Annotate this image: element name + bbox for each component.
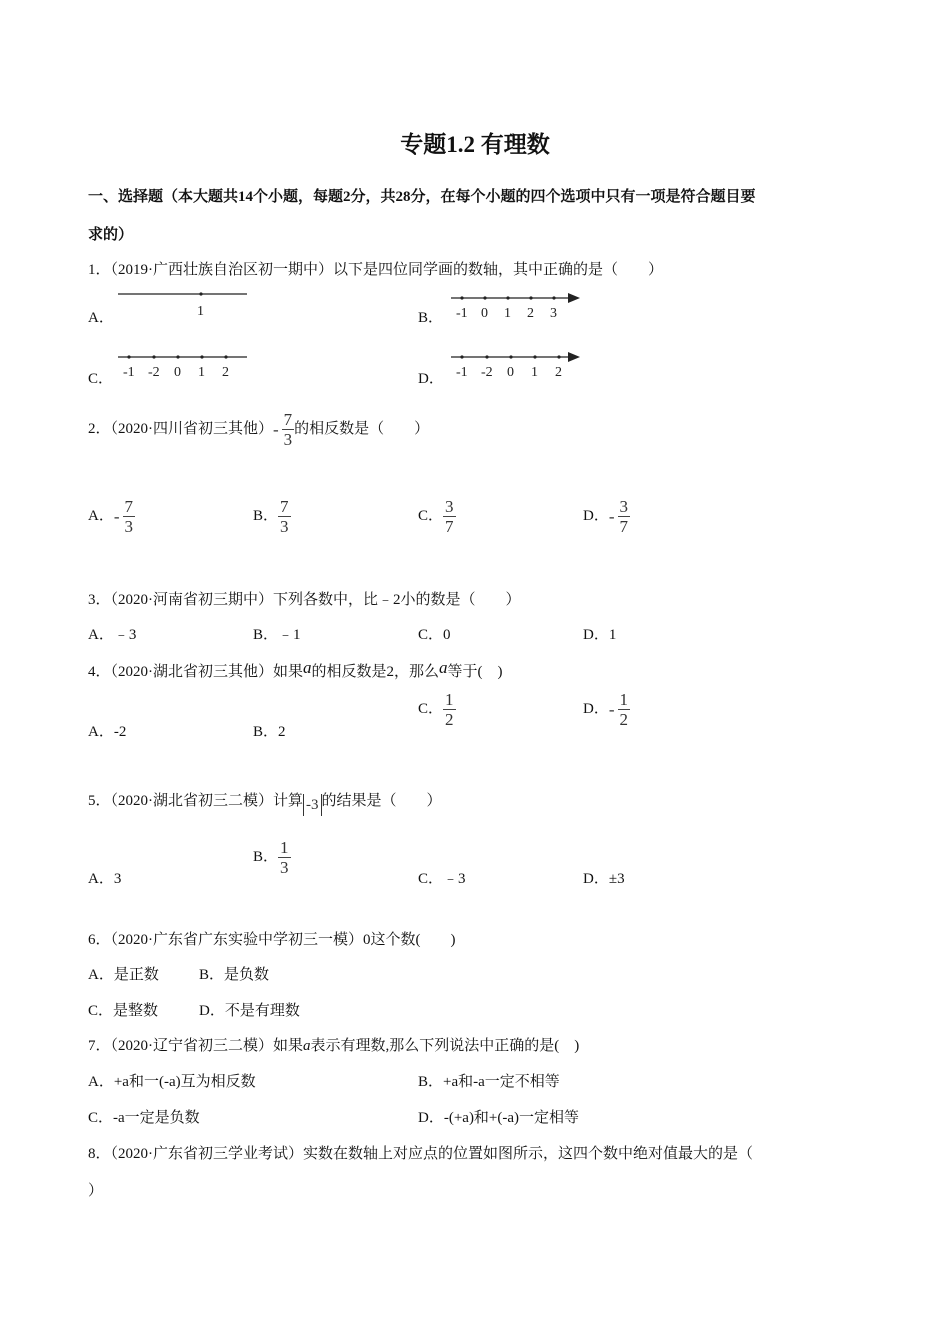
q5-suffix: 的结果是（ ）	[321, 793, 442, 809]
q5-option-a: A．3	[88, 871, 122, 887]
q1-d-tick-label: -2	[481, 365, 493, 380]
q5-option-b	[253, 838, 291, 877]
q3-option-b: B．﹣1	[253, 627, 301, 643]
q5-option-c: C．﹣3	[418, 871, 466, 887]
q4-suffix: 等于( )	[447, 664, 503, 680]
numerator: 3	[619, 497, 629, 516]
q4-option-d	[583, 690, 630, 729]
section-heading-line1: 一、选择题（本大题共14个小题，每题2分，共28分，在每个小题的四个选项中只有一项是符合题目要	[88, 189, 756, 205]
q5-option-d: D．±3	[583, 871, 625, 887]
q1-b-tick-label: 0	[481, 306, 488, 321]
numerator: 7	[124, 497, 134, 516]
q1-c-tick-label: -2	[148, 365, 160, 380]
q2-option-a-minus: -	[113, 506, 120, 526]
numerator: 7	[280, 497, 289, 516]
q5-absolute-value: -3	[303, 794, 322, 816]
question-8-text-line1: 8．（2020·广东省初三学业考试）实数在数轴上对应点的位置如图所示，这四个数中绝对值最大的是（	[88, 1146, 753, 1162]
question-5-text	[88, 789, 442, 816]
q2-option-a	[88, 497, 135, 536]
q4-variable-a: a	[439, 658, 448, 677]
q1-d-tick-label: 1	[531, 365, 538, 380]
q4-middle: 的相反数是2，那么	[311, 664, 440, 680]
denominator: 3	[280, 517, 289, 536]
q7-option-d: D．-(+a)和+(-a)一定相等	[418, 1110, 580, 1126]
denominator: 3	[280, 858, 289, 877]
q4-prefix: 4．（2020·湖北省初三其他）如果	[88, 664, 303, 680]
q2-suffix: 的相反数是（ ）	[294, 420, 430, 437]
denominator: 7	[619, 517, 629, 536]
q2-option-d-fraction	[618, 497, 631, 536]
q1-option-a-label: A．	[88, 310, 114, 326]
q4-option-d-label: D．	[583, 700, 609, 717]
numerator: 1	[445, 690, 454, 709]
q1-option-d-number-line	[448, 347, 588, 383]
q4-option-b: B．2	[253, 724, 286, 740]
q6-option-d: D．不是有理数	[199, 1003, 300, 1019]
q7-option-c: C．-a一定是负数	[88, 1110, 200, 1126]
q6-option-c: C．是整数	[88, 1003, 159, 1019]
q4-variable-a: a	[303, 658, 312, 677]
q7-suffix: 表示有理数,那么下列说法中正确的是( )	[310, 1038, 580, 1054]
q2-option-b-fraction	[278, 497, 291, 536]
question-8-text-line2: ）	[88, 1183, 104, 1199]
q2-option-d-label: D．	[583, 507, 609, 524]
q3-option-d: D．1	[583, 627, 617, 643]
question-7-text	[88, 1034, 579, 1055]
q2-option-a-fraction	[123, 497, 136, 536]
q1-b-tick-label: 3	[550, 306, 557, 321]
q1-option-b-label: B．	[418, 310, 444, 326]
q2-option-c-fraction	[443, 497, 456, 536]
q4-option-c	[418, 690, 456, 729]
q7-variable-a: a	[303, 1038, 311, 1054]
q2-stem-denominator: 3	[283, 430, 293, 449]
q5-option-b-fraction	[278, 838, 291, 877]
q1-d-tick-label: 0	[507, 365, 514, 380]
q2-minus-sign: -	[273, 419, 279, 439]
q1-option-b-number-line	[448, 288, 588, 324]
q2-prefix: 2．（2020·四川省初三其他）	[88, 420, 273, 437]
q1-a-tick-label: 1	[197, 304, 204, 319]
q1-d-tick-label: 2	[555, 365, 562, 380]
q5-prefix: 5．（2020·湖北省初三二模）计算	[88, 793, 303, 809]
q4-option-a: A．-2	[88, 724, 127, 740]
q6-option-b: B．是负数	[199, 967, 270, 983]
numerator: 1	[280, 838, 289, 857]
q4-option-c-fraction	[443, 690, 456, 729]
section-heading-line2: 求的）	[88, 227, 134, 243]
question-3-text: 3．（2020·河南省初三期中）下列各数中，比﹣2小的数是（ ）	[88, 592, 521, 608]
denominator: 2	[445, 710, 454, 729]
q5-option-b-label: B．	[253, 848, 279, 865]
q1-option-c-number-line	[115, 347, 255, 383]
q1-b-tick-label: 1	[504, 306, 511, 321]
q3-option-a: A．﹣3	[88, 627, 137, 643]
denominator: 2	[619, 710, 629, 729]
question-4-text	[88, 658, 503, 681]
q2-option-b	[253, 497, 291, 536]
q4-option-d-fraction	[618, 690, 631, 729]
q2-option-d	[583, 497, 630, 536]
q1-b-tick-label: -1	[456, 306, 468, 321]
q2-option-a-label: A．	[88, 507, 114, 524]
q1-c-tick-label: 2	[222, 365, 229, 380]
q4-option-d-minus: -	[608, 699, 615, 719]
numerator: 3	[445, 497, 454, 516]
q2-stem-numerator: 7	[283, 410, 293, 429]
q7-option-b: B．+a和-a一定不相等	[418, 1074, 560, 1090]
q1-option-a-number-line	[115, 286, 255, 322]
q1-option-d-label: D．	[418, 371, 444, 387]
numerator: 1	[619, 690, 629, 709]
q4-option-c-label: C．	[418, 700, 444, 717]
denominator: 7	[445, 517, 454, 536]
q6-option-a: A．是正数	[88, 967, 159, 983]
q3-option-c: C．0	[418, 627, 451, 643]
q1-b-tick-label: 2	[527, 306, 534, 321]
q1-c-tick-label: 1	[198, 365, 205, 380]
question-2-text	[88, 410, 429, 449]
q1-c-tick-label: -1	[123, 365, 135, 380]
question-1-text: 1．（2019·广西壮族自治区初一期中）以下是四位同学画的数轴，其中正确的是（ ）	[88, 262, 663, 278]
q7-prefix: 7．（2020·辽宁省初三二模）如果	[88, 1038, 303, 1054]
page-title: 专题1.2 有理数	[400, 132, 550, 157]
denominator: 3	[124, 517, 134, 536]
q2-option-c	[418, 497, 456, 536]
q2-stem-fraction	[282, 410, 295, 449]
q2-option-d-minus: -	[608, 506, 615, 526]
q1-c-tick-label: 0	[174, 365, 181, 380]
q1-d-tick-label: -1	[456, 365, 468, 380]
q7-option-a: A．+a和一(-a)互为相反数	[88, 1074, 256, 1090]
q1-option-c-label: C．	[88, 371, 114, 387]
q2-option-c-label: C．	[418, 507, 444, 524]
question-6-text: 6．（2020·广东省广东实验中学初三一模）0这个数( )	[88, 932, 456, 948]
q2-option-b-label: B．	[253, 507, 279, 524]
